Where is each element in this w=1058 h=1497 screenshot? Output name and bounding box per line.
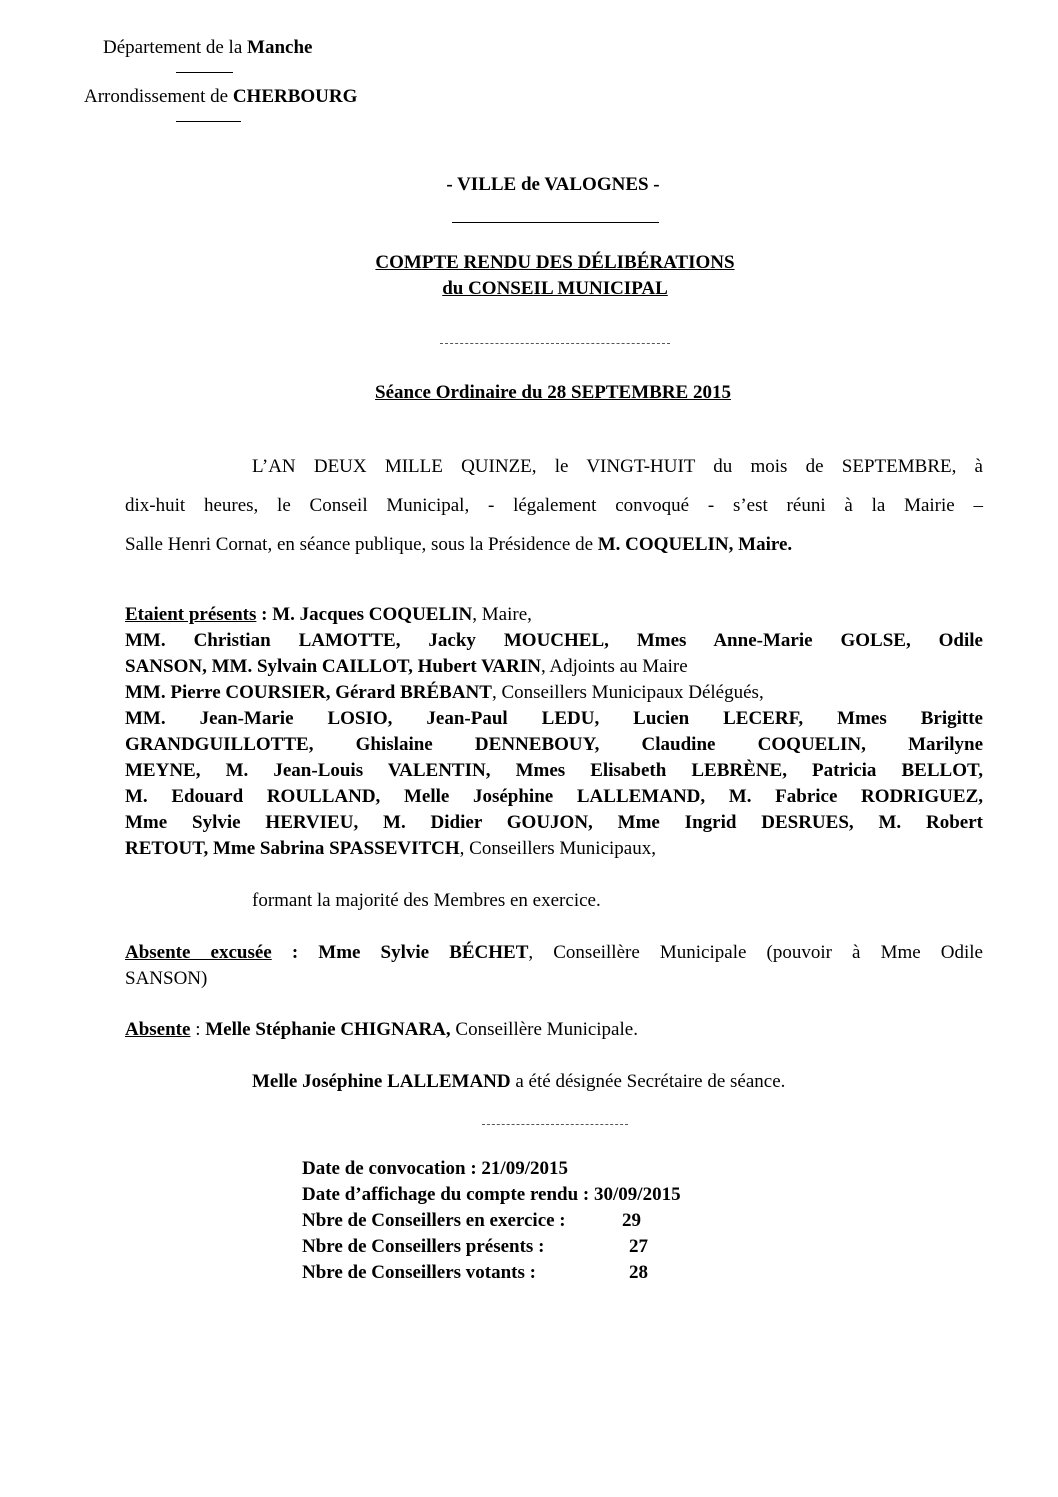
majority-line: formant la majorité des Membres en exercice. (252, 890, 601, 911)
departement-line (103, 37, 312, 59)
absente-excusee-label: Absente excusée (125, 942, 272, 963)
secretaire-text: a été désignée Secrétaire de séance. (510, 1071, 786, 1092)
presents-normal: , Conseillers Municipaux Délégués, (491, 682, 764, 703)
presents-line-5 (125, 734, 983, 756)
presents-line-0 (125, 604, 532, 626)
bottom-divider (482, 1124, 628, 1125)
departement-prefix: Département de la (103, 37, 248, 58)
presents-bold: M. Edouard ROULLAND, Melle Joséphine LALLEMAND, M. Fabrice RODRIGUEZ, (125, 786, 983, 807)
presents-normal: , Adjoints au Maire (540, 656, 688, 677)
absente-excusee-line-1 (125, 942, 983, 964)
presents-normal: , Conseillers Municipaux, (459, 838, 656, 859)
stat-affichage: Date d’affichage du compte rendu : 30/09/2015 (302, 1184, 681, 1205)
absente-line (125, 1019, 638, 1041)
stat-presents: Nbre de Conseillers présents : (302, 1236, 545, 1257)
presents-bold: MM. Jean-Marie LOSIO, Jean-Paul LEDU, Lucien LECERF, Mmes Brigitte (125, 708, 983, 729)
departement-name: Manche (247, 37, 313, 58)
separator: : (190, 1019, 206, 1040)
separator: : (271, 942, 319, 963)
absente-excusee-text: , Conseillère Municipale (pouvoir à Mme Odile (528, 942, 983, 963)
ville-title: - VILLE de VALOGNES - (446, 174, 660, 195)
stat-exercice-value: 29 (622, 1210, 641, 1231)
document-title-line2: du CONSEIL MUNICIPAL (442, 278, 668, 299)
intro-line-3 (125, 534, 792, 556)
intro-line-2: dix-huit heures, le Conseil Municipal, - légalement convoqué - s’est réuni à la Mairie – (125, 495, 983, 516)
presents-bold: RETOUT, Mme Sabrina SPASSEVITCH (125, 838, 460, 859)
secretaire-line (252, 1071, 785, 1093)
presents-line-1 (125, 630, 983, 652)
presents-bold: SANSON, MM. Sylvain CAILLOT, Hubert VARIN (125, 656, 541, 677)
header-divider-1 (176, 72, 233, 73)
president-name: M. COQUELIN, Maire. (597, 534, 793, 555)
presents-line-7 (125, 786, 983, 808)
intro-line-1: L’AN DEUX MILLE QUINZE, le VINGT-HUIT du mois de SEPTEMBRE, à (252, 456, 983, 477)
header-divider-2 (176, 121, 241, 122)
stat-convocation: Date de convocation : 21/09/2015 (302, 1158, 568, 1179)
presents-normal: , Maire, (472, 604, 532, 625)
presents-line-9 (125, 838, 656, 860)
absente-excusee-name: Mme Sylvie BÉCHET (318, 942, 529, 963)
intro-line-3-text: Salle Henri Cornat, en séance publique, sous la Présidence de (125, 534, 598, 555)
presents-bold: : M. Jacques COQUELIN (256, 604, 473, 625)
presents-bold: MEYNE, M. Jean-Louis VALENTIN, Mmes Elisabeth LEBRÈNE, Patricia BELLOT, (125, 760, 983, 781)
stat-presents-value: 27 (629, 1236, 648, 1257)
arrondissement-name: CHERBOURG (232, 86, 358, 107)
document-title-line1: COMPTE RENDU DES DÉLIBÉRATIONS (375, 252, 735, 273)
stat-exercice: Nbre de Conseillers en exercice : (302, 1210, 566, 1231)
presents-line-6 (125, 760, 983, 782)
stat-votants-value: 28 (629, 1262, 648, 1283)
ville-divider (452, 222, 659, 223)
presents-bold: Mme Sylvie HERVIEU, M. Didier GOUJON, Mme Ingrid DESRUES, M. Robert (125, 812, 983, 833)
presents-line-4 (125, 708, 983, 730)
title-divider (440, 343, 670, 344)
presents-line-8 (125, 812, 983, 834)
arrondissement-prefix: Arrondissement de (84, 86, 233, 107)
secretaire-name: Melle Joséphine LALLEMAND (252, 1071, 511, 1092)
presents-line-3 (125, 682, 764, 704)
absente-text: Conseillère Municipale. (450, 1019, 638, 1040)
presents-bold: GRANDGUILLOTTE, Ghislaine DENNEBOUY, Claudine COQUELIN, Marilyne (125, 734, 983, 755)
arrondissement-line (84, 86, 357, 108)
absente-excusee-line-2: SANSON) (125, 968, 208, 989)
presents-bold: MM. Pierre COURSIER, Gérard BRÉBANT (125, 682, 492, 703)
absente-name: Melle Stéphanie CHIGNARA, (205, 1019, 451, 1040)
presents-label: Etaient présents (125, 604, 257, 625)
presents-bold: MM. Christian LAMOTTE, Jacky MOUCHEL, Mmes Anne-Marie GOLSE, Odile (125, 630, 983, 651)
presents-line-2 (125, 656, 688, 678)
seance-title: Séance Ordinaire du 28 SEPTEMBRE 2015 (375, 382, 731, 403)
absente-label: Absente (125, 1019, 191, 1040)
stat-votants: Nbre de Conseillers votants : (302, 1262, 536, 1283)
